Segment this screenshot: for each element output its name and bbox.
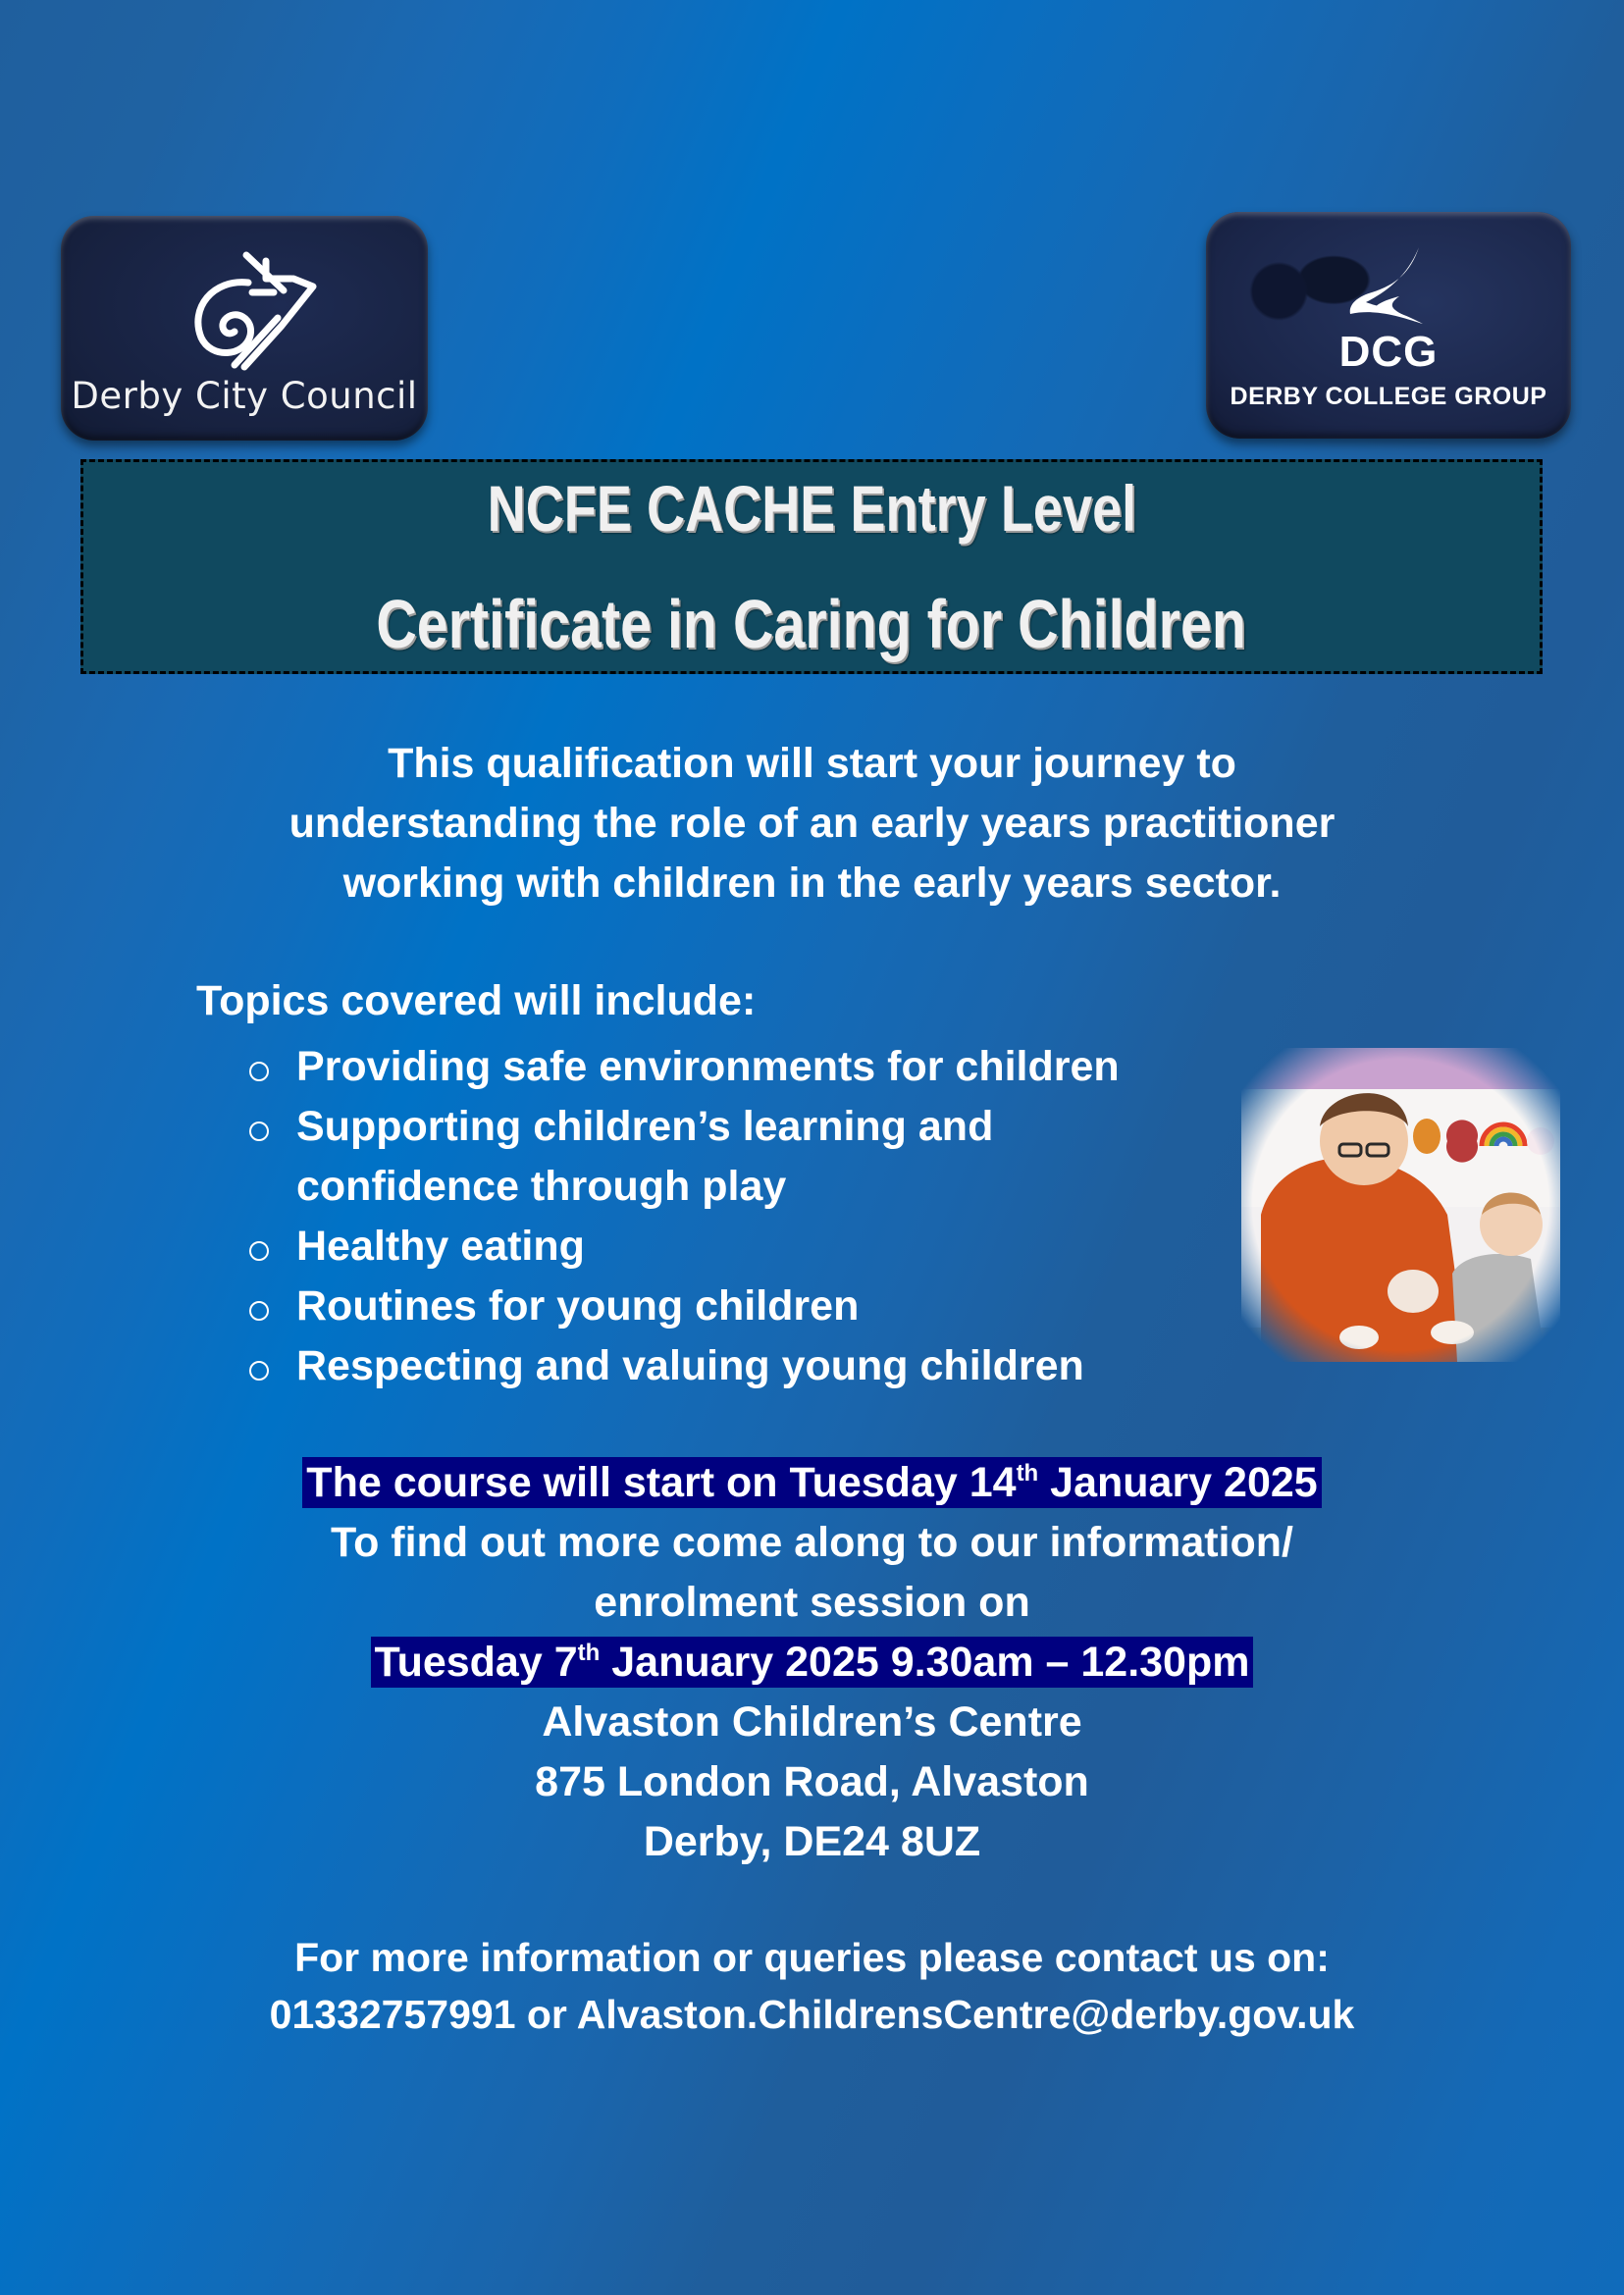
topics-list	[245, 1037, 1120, 1396]
session-date-line	[0, 1633, 1624, 1693]
contact-section	[0, 1929, 1624, 2043]
derby-college-group-logo	[1206, 212, 1571, 439]
topic-item: Providing safe environments for children	[245, 1037, 1120, 1097]
hollow-circle-bullet-icon	[249, 1361, 269, 1381]
derby-city-council-logo	[61, 216, 428, 441]
course-start-highlight: The course will start on Tuesday 14th January 2025	[302, 1457, 1321, 1508]
hollow-circle-bullet-icon	[249, 1301, 269, 1321]
college-name: DERBY COLLEGE GROUP	[1230, 383, 1547, 410]
topic-item: Routines for young children	[245, 1277, 1120, 1336]
contact-heading: For more information or queries please contact us on:	[294, 1935, 1330, 1980]
photo-illustration	[1241, 1048, 1560, 1362]
venue-address-line2: Derby, DE24 8UZ	[643, 1818, 981, 1865]
photo-adult-child-play	[1241, 1048, 1560, 1362]
course-title-box	[80, 459, 1543, 674]
event-details	[0, 1453, 1624, 1872]
contact-phone[interactable]: 01332757991	[269, 1992, 516, 2037]
contact-details: 01332757991 or Alvaston.ChildrensCentre@derby.gov.uk	[269, 1992, 1355, 2037]
intro-paragraph	[0, 734, 1624, 913]
course-start-line	[0, 1453, 1624, 1513]
dcg-swoosh-icon	[1329, 241, 1446, 339]
hollow-circle-bullet-icon	[249, 1241, 269, 1261]
hollow-circle-bullet-icon	[249, 1121, 269, 1141]
intro-line: working with children in the early years sector.	[342, 860, 1282, 907]
topic-item: Respecting and valuing young children	[245, 1336, 1120, 1396]
course-title-line2: Certificate in Caring for Children	[376, 585, 1247, 662]
topic-item: Supporting children’s learning and confidence through play	[245, 1097, 1120, 1217]
find-out-more-line1: To find out more come along to our information/	[331, 1519, 1293, 1566]
hollow-circle-bullet-icon	[249, 1062, 269, 1081]
derby-ram-icon	[183, 249, 321, 387]
course-title-line1: NCFE CACHE Entry Level	[487, 471, 1136, 545]
dcg-abbreviation: DCG	[1338, 328, 1439, 376]
venue-name: Alvaston Children’s Centre	[542, 1698, 1082, 1746]
session-date-highlight: Tuesday 7th January 2025 9.30am – 12.30pm	[371, 1637, 1254, 1688]
intro-line: This qualification will start your journey to	[388, 740, 1236, 787]
intro-line: understanding the role of an early years practitioner	[288, 800, 1336, 847]
topic-item: Healthy eating	[245, 1217, 1120, 1277]
find-out-more-line2: enrolment session on	[594, 1579, 1030, 1626]
topics-heading: Topics covered will include:	[196, 977, 757, 1024]
council-name: Derby City Council	[71, 375, 418, 417]
venue-address-line1: 875 London Road, Alvaston	[535, 1758, 1089, 1805]
contact-email[interactable]: Alvaston.ChildrensCentre@derby.gov.uk	[576, 1992, 1355, 2037]
